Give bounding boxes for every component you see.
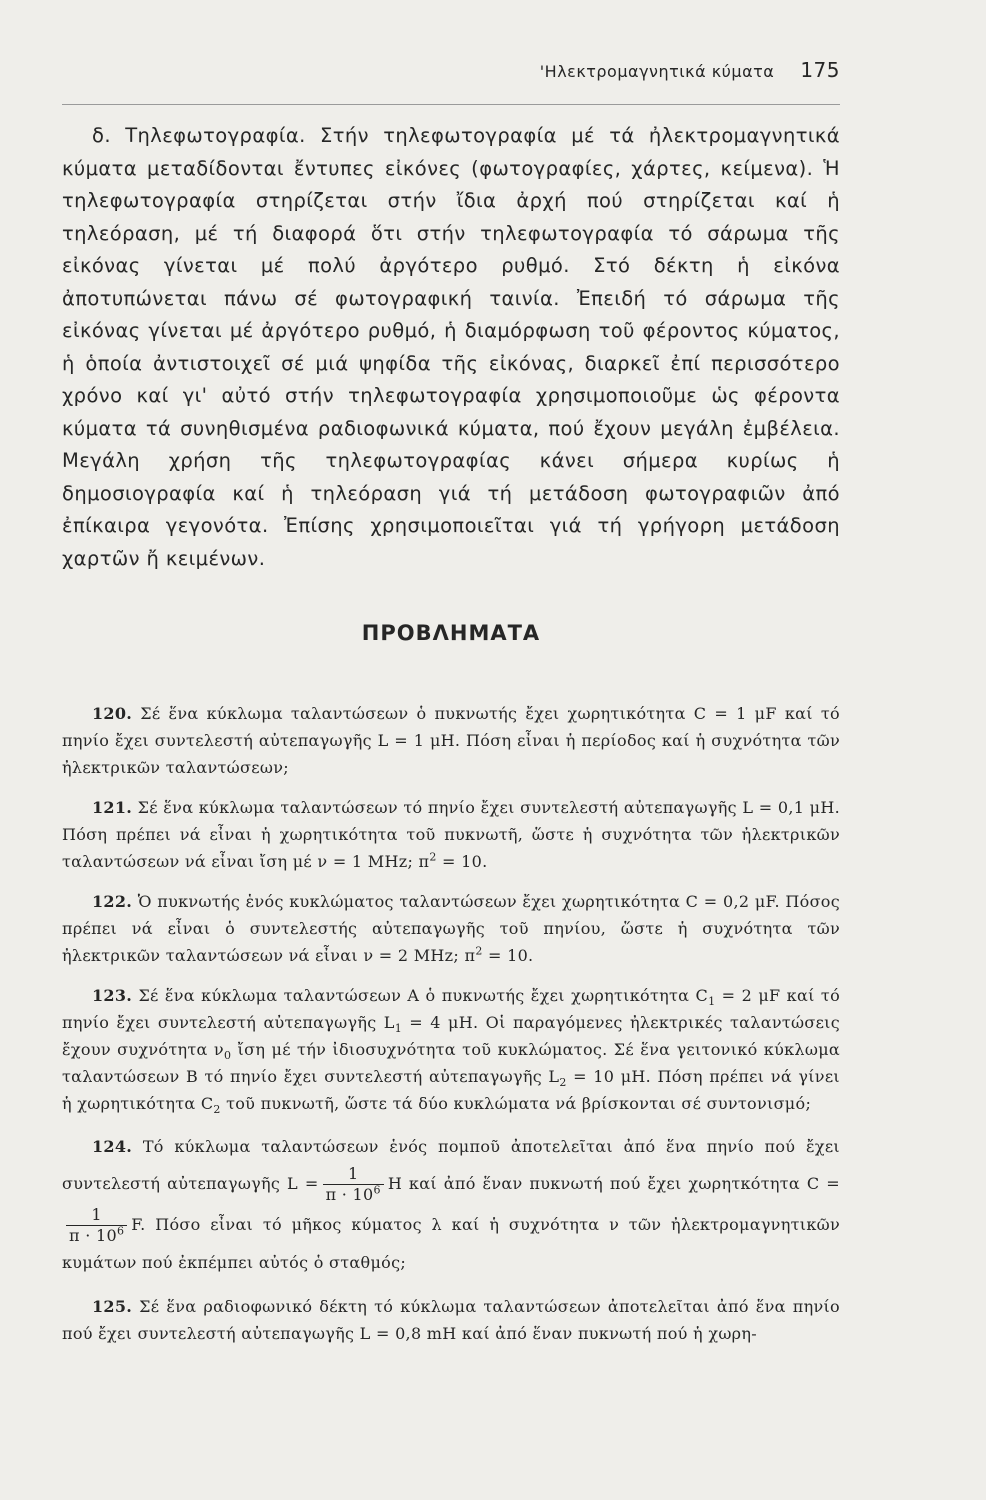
subsection-heading: δ. Τηλεφωτογραφία. [92,124,306,147]
problem-text: ἴση μέ τήν ἰδιοσυχνότητα τοῦ κυκλώματος. Σέ ἕνα γειτονικό κύκλωμα ταλαντώσεων B τό πηνίο ἔχει συντελεστή αὐτεπαγωγῆς L [62,1040,840,1086]
subscript: 1 [708,995,716,1009]
superscript: 6 [373,1183,381,1197]
problem-text-end: = 10. [482,946,534,965]
problem-text: = 4 μH. Οἱ παραγόμενες ἠλεκτρικές ταλαντώσεις ἔχουν συχνότητα ν [62,1013,840,1059]
fraction-capacitance [66,1205,127,1246]
problem-number: 123. [92,986,133,1005]
problem-text: Σέ ἕνα ραδιοφωνικό δέκτη τό κύκλωμα ταλαντώσεων ἀποτελεῖται ἀπό ἕνα πηνίο πού ἔχει συντελεστή αὐτεπαγωγῆς L = 0,8 mH καί ἀπό ἕναν πυκνωτή πού ἡ χωρη- [62,1297,840,1343]
problem-text: = 10 μH. Πόση πρέπει νά γίνει ἡ χωρητικότητα C [62,1067,840,1113]
problem-text-end: = 10. [436,852,488,871]
subscript: 1 [394,1022,402,1036]
problem-122 [62,888,840,969]
problem-text: = 2 μF καί τό πηνίο ἔχει συντελεστή αὐτεπαγωγῆς L [62,986,841,1032]
problem-text: Σέ ἕνα κύκλωμα ταλαντώσεων ὁ πυκνωτής ἔχει χωρητικότητα C = 1 μF καί τό πηνίο ἔχει συντελεστή αὐτεπαγωγῆς L = 1 μH. Πόση εἶναι ἡ περίοδος καί ἡ συχνότητα τῶν ἠλεκτρικῶν ταλαντώσεων; [62,704,840,777]
subscript: 0 [223,1049,232,1063]
problem-text: F. Πόσο εἶναι τό μῆκος κύματος λ καί ἡ συχνότητα ν τῶν ἠλεκτρομαγνητικῶν κυμάτων πού ἐκπέμπει αὐτός ὁ σταθμός; [62,1215,840,1272]
running-title: 'Ηλεκτρομαγνητικά κύματα [539,62,775,81]
fraction-numerator: 1 [323,1164,384,1185]
header-rule [62,104,840,105]
intro-paragraph [62,120,840,575]
problem-121 [62,794,840,875]
problem-number: 124. [92,1137,133,1156]
subscript: 2 [213,1103,221,1117]
problem-text: H καί ἀπό ἕναν πυκνωτή πού ἔχει χωρητκότητα C = [387,1174,840,1193]
section-title: ΠΡΟΒΛΗΜΑΤΑ [361,621,541,645]
intro-body: Στήν τηλεφωτογραφία μέ τά ἠλεκτρομαγνητικά κύματα μεταδίδονται ἔντυπες εἰκόνες (φωτογραφίες, χάρτες, κείμενα). Ἡ τηλεφωτογραφία στηρίζεται στήν ἴδια ἀρχή πού στηρίζεται καί ἡ τηλεόραση, μέ τή διαφορά ὅτι στήν τηλεφωτογραφία τό σάρωμα τῆς εἰκόνας γίνεται μέ πολύ ἀργότερο ρυθμό. Στό δέκτη ἡ εἰκόνα ἀποτυπώνεται πάνω σέ φωτογραφική ταινία. Ἐπειδή τό σάρωμα τῆς εἰκόνας γίνεται μέ ἀργότερο ρυθμό, ἡ διαμόρφωση τοῦ φέροντος κύματος, ἡ ὁποία ἀντιστοιχεῖ σέ μιά ψηφίδα τῆς εἰκόνας, διαρκεῖ ἐπί περισσότερο χρόνο καί γι' αὐτό στήν τηλεφωτογραφία χρησιμοποιοῦμε ὡς φέροντα κύματα τά συνηθισμένα ραδιοφωνικά κύματα, πού ἔχουν μεγάλη ἐμβέλεια. Μεγάλη χρήση τῆς τηλεφωτογραφίας κάνει σήμερα κυρίως ἡ δημοσιογραφία καί ἡ τηλεόραση γιά τή μετάδοση φωτογραφιῶν ἀπό ἐπίκαιρα γεγονότα. Ἐπίσης χρησιμοποιεῖται γιά τή γρήγορη μετάδοση χαρτῶν ἤ κειμένων. [62,124,841,570]
problem-number: 125. [92,1297,133,1316]
problem-text: τοῦ πυκνωτῆ, ὥστε τά δύο κυκλώματα νά βρίσκονται σέ συντονισμό; [220,1094,812,1113]
problem-number: 122. [92,892,133,911]
fraction-denominator: $\pi \cdot 10^6$ [69,1224,125,1245]
superscript: 2 [429,850,437,864]
problem-text: Σέ ἕνα κύκλωμα ταλαντώσεων A ὁ πυκνωτής ἔχει χωρητικότητα C [138,986,709,1005]
problems-list [62,700,840,1360]
problem-text: Σέ ἕνα κύκλωμα ταλαντώσεων τό πηνίο ἔχει συντελεστή αὐτεπαγωγῆς L = 0,1 μH. Πόση πρέπει νά εἶναι ἡ χωρητικότητα τοῦ πυκνωτῆ, ὥστε ἡ συχνότητα τῶν ἠλεκτρικῶν ταλαντώσεων νά εἶναι ἴση μέ ν = 1 MHz; π [62,798,840,871]
problem-number: 120. [92,704,133,723]
fraction-inductance [323,1164,384,1205]
superscript: 2 [475,944,483,958]
problem-123 [62,982,840,1117]
page-number: 175 [800,58,840,82]
problem-text: Ὁ πυκνωτής ἑνός κυκλώματος ταλαντώσεων ἔχει χωρητικότητα C = 0,2 μF. Πόσος πρέπει νά εἶναι ὁ συντελεστής αὐτεπαγωγῆς τοῦ πηνίου, ὥστε ἡ συχνότητα τῶν ἠλεκτρικῶν ταλαντώσεων νά εἶναι ν = 2 MHz; π [62,892,840,965]
fraction-denominator: $\pi \cdot 10^6$ [325,1183,381,1204]
problem-number: 121. [92,798,133,817]
problem-text: Τό κύκλωμα ταλαντώσεων ἑνός πομποῦ ἀποτελεῖται ἀπό ἕνα πηνίο πού ἔχει συντελεστή αὐτεπαγωγῆς L = [62,1137,840,1193]
page-header [100,58,840,88]
superscript: 6 [116,1224,125,1238]
problem-125 [62,1293,840,1347]
fraction-numerator: 1 [66,1205,127,1226]
problem-120 [62,700,840,781]
problem-124 [62,1130,840,1280]
subscript: 2 [559,1076,567,1090]
